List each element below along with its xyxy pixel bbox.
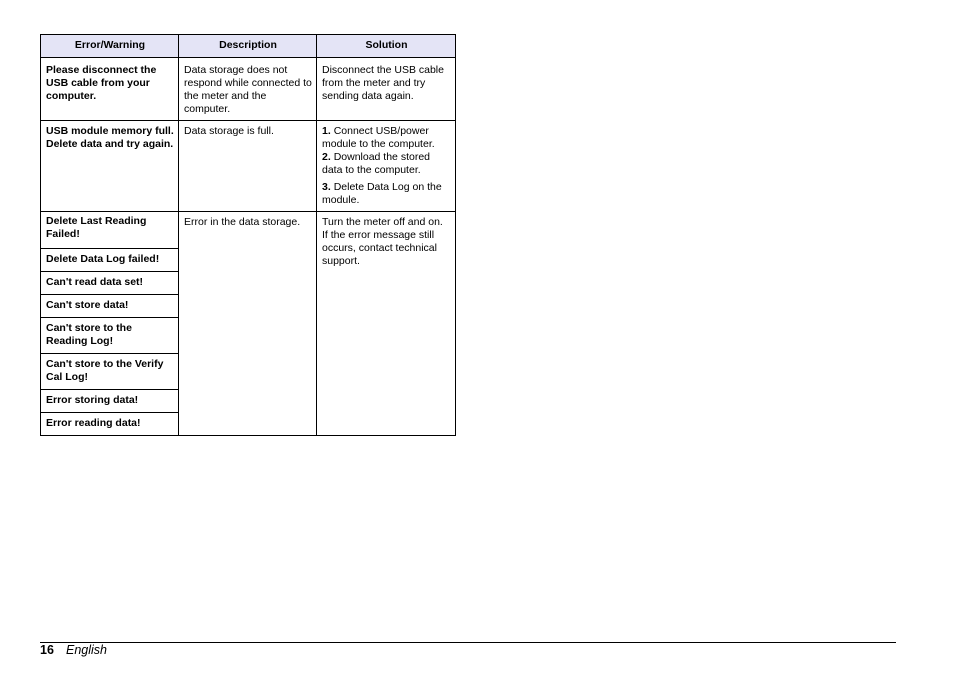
- error-table: [40, 34, 456, 436]
- error-cell: USB module memory full. Delete data and try again.: [41, 121, 179, 212]
- error-cell: Please disconnect the USB cable from your computer.: [41, 58, 179, 121]
- solution-step: [322, 125, 451, 151]
- error-cell: Error reading data!: [41, 413, 179, 436]
- error-cell: Delete Data Log failed!: [41, 249, 179, 272]
- solution-step: [322, 151, 451, 177]
- error-cell: Can't store to the Verify Cal Log!: [41, 354, 179, 390]
- description-cell: Data storage does not respond while connected to the meter and the computer.: [179, 58, 317, 121]
- error-cell: Can't store data!: [41, 295, 179, 318]
- table-row: [41, 212, 456, 249]
- table-row: [41, 58, 456, 121]
- header-description: Description: [179, 35, 317, 58]
- step-number: 3.: [322, 181, 331, 193]
- error-cell: Can't read data set!: [41, 272, 179, 295]
- step-number: 1.: [322, 125, 331, 137]
- step-text: Download the stored data to the computer.: [322, 151, 430, 176]
- error-cell: Delete Last Reading Failed!: [41, 212, 179, 249]
- footer-divider: [40, 642, 896, 643]
- error-cell: Can't store to the Reading Log!: [41, 318, 179, 354]
- step-text: Connect USB/power module to the computer.: [322, 125, 435, 150]
- step-text: Delete Data Log on the module.: [322, 181, 442, 206]
- step-number: 2.: [322, 151, 331, 163]
- solution-cell: [317, 121, 456, 212]
- solution-step: [322, 181, 451, 207]
- solution-cell: Disconnect the USB cable from the meter and try sending data again.: [317, 58, 456, 121]
- table-row: [41, 121, 456, 212]
- solution-cell: Turn the meter off and on. If the error message still occurs, contact technical support.: [317, 212, 456, 436]
- error-cell: Error storing data!: [41, 390, 179, 413]
- description-cell: Error in the data storage.: [179, 212, 317, 436]
- page-number: 16: [40, 643, 54, 657]
- header-error-warning: Error/Warning: [41, 35, 179, 58]
- description-cell: Data storage is full.: [179, 121, 317, 212]
- page-language: English: [66, 643, 107, 657]
- table-header-row: [41, 35, 456, 58]
- header-solution: Solution: [317, 35, 456, 58]
